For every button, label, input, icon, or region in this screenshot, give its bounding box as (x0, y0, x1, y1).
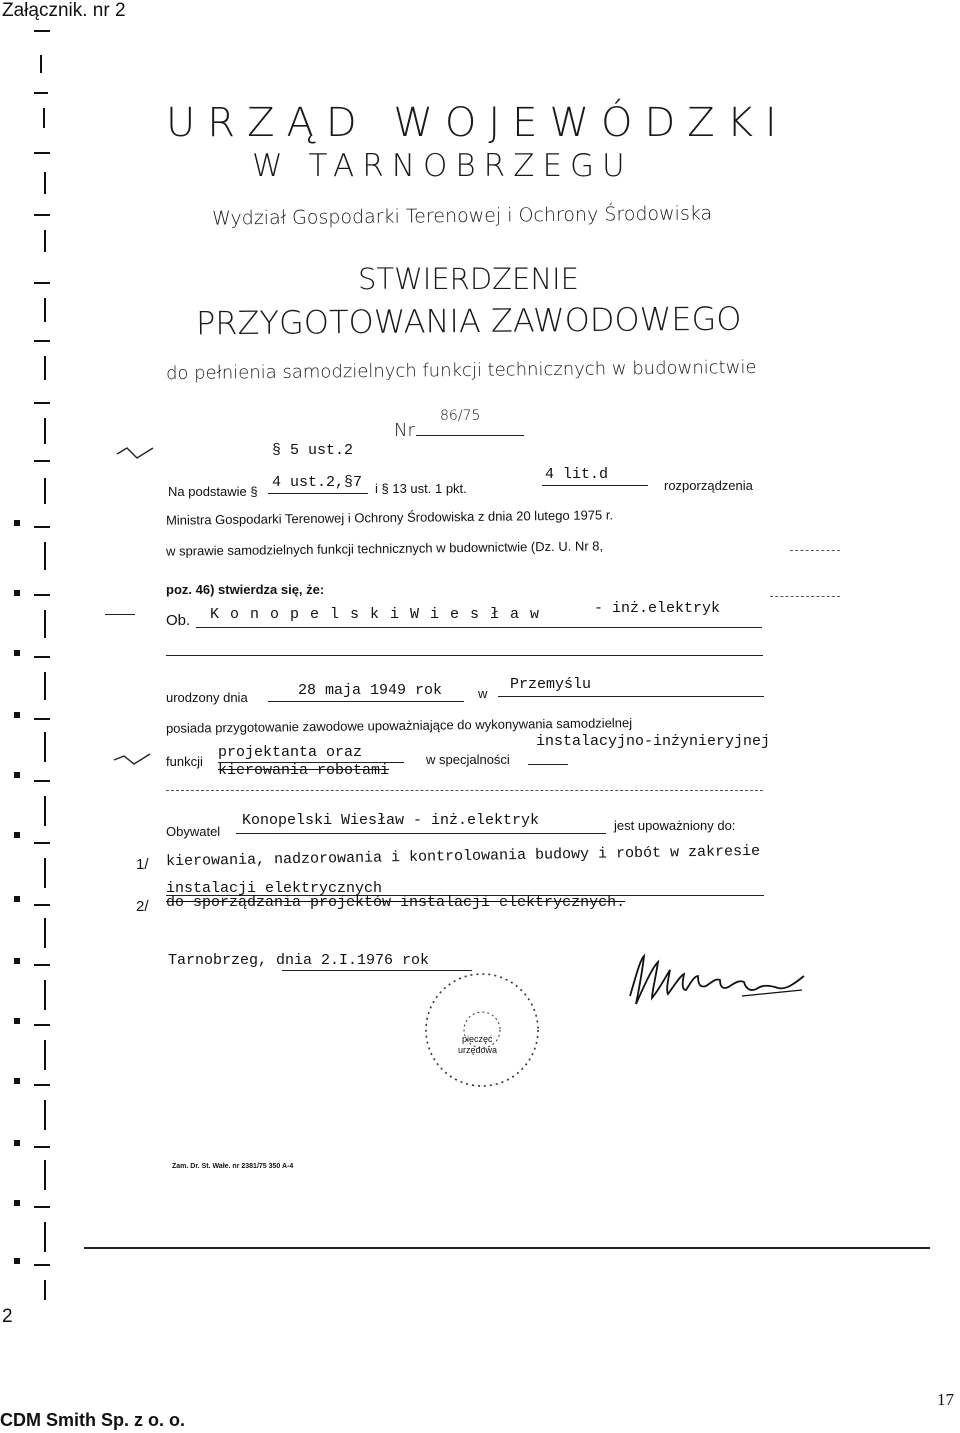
item2-number: 2/ (136, 898, 149, 915)
footer-page-number: 17 (937, 1390, 954, 1409)
attachment-label: Załącznik. nr 2 (2, 0, 126, 21)
document-subtitle: do pełnienia samodzielnych funkcji technicznych w budownictwie (165, 356, 757, 385)
office-name-line1: URZĄD WOJEWÓDZKI (166, 100, 789, 146)
specialty-value: instalacyjno-inżynieryjnej (536, 733, 771, 750)
born-label: urodzony dnia (166, 690, 248, 705)
person-name: K o n o p e l s k i W i e s ł a w (210, 606, 541, 623)
basis-line3: w sprawie samodzielnych funkcji technicznych w budownictwie (Dz. U. Nr 8, (165, 538, 604, 559)
basis-prefix: Na podstawie § (168, 484, 258, 499)
basis-suffix: rozporządzenia (664, 478, 753, 493)
number-value: 86/75 (440, 408, 481, 424)
basis-line2: Ministra Gospodarki Terenowej i Ochrony Środowiska z dnia 20 lutego 1975 r. (165, 507, 614, 528)
basis-mid: i § 13 ust. 1 pkt. (375, 481, 467, 496)
qualification-line1: posiada przygotowanie zawodowe upoważniające do wykonywania samodzielnej (165, 715, 633, 736)
item1-continuation: instalacji elektrycznych (166, 880, 383, 897)
authorized-label: jest upoważniony do: (614, 818, 736, 833)
function-value2-struck: kierowania robotami (218, 762, 390, 779)
stamp-label-line2: urzędowa (458, 1045, 498, 1055)
number-label: Nr (394, 420, 415, 441)
check-mark-icon (112, 750, 154, 770)
print-footer: Zam. Dr. St. Wałe. nr 2381/75 350 A-4 (172, 1163, 294, 1170)
basis-point-value: 4 lit.d (545, 466, 609, 483)
margin-page-number: 2 (2, 1306, 13, 1327)
check-mark-icon (115, 444, 157, 464)
department-name: Wydział Gospodarki Terenowej i Ochrony Środowiska (211, 202, 713, 230)
item1-number: 1/ (136, 856, 149, 873)
basis-line4: poz. 46) stwierdza się, że: (166, 582, 325, 597)
item2-text-struck: do sporządzania projektów instalacji elektrycznych. (166, 894, 626, 911)
place-date: Tarnobrzeg, dnia 2.I.1976 rok (168, 952, 430, 969)
footer-company: CDM Smith Sp. z o. o. (0, 1410, 185, 1430)
signature-icon (622, 946, 812, 1020)
citizen-label: Obywatel (166, 824, 221, 839)
office-name-line2: W TARNOBRZEGU (252, 148, 633, 184)
stamp-label-line1: pieczęć (462, 1034, 493, 1044)
person-title: - inż.elektryk (594, 600, 721, 617)
specialty-label: w specjalności (426, 752, 510, 767)
document-title-line2: PRZYGOTOWANIA ZAWODOWEGO (195, 299, 742, 343)
basis-typed-above: § 5 ust.2 (272, 442, 354, 459)
item1-text: kierowania, nadzorowania i kontrolowania budowy i robót w zakresie (165, 842, 761, 871)
born-place: Przemyślu (510, 676, 592, 693)
stamp-circle-icon (418, 966, 546, 1094)
citizen-value: Konopelski Wiesław - inż.elektryk (242, 812, 540, 829)
born-in-label: w (478, 686, 488, 701)
born-date: 28 maja 1949 rok (298, 682, 443, 699)
function-value1: projektanta oraz (218, 744, 363, 761)
basis-section-value: 4 ust.2,§7 (272, 474, 363, 491)
document-title-line1: STWIERDZENIE (358, 262, 579, 296)
ob-label: Ob. (166, 612, 191, 629)
function-label: funkcji (166, 754, 203, 769)
